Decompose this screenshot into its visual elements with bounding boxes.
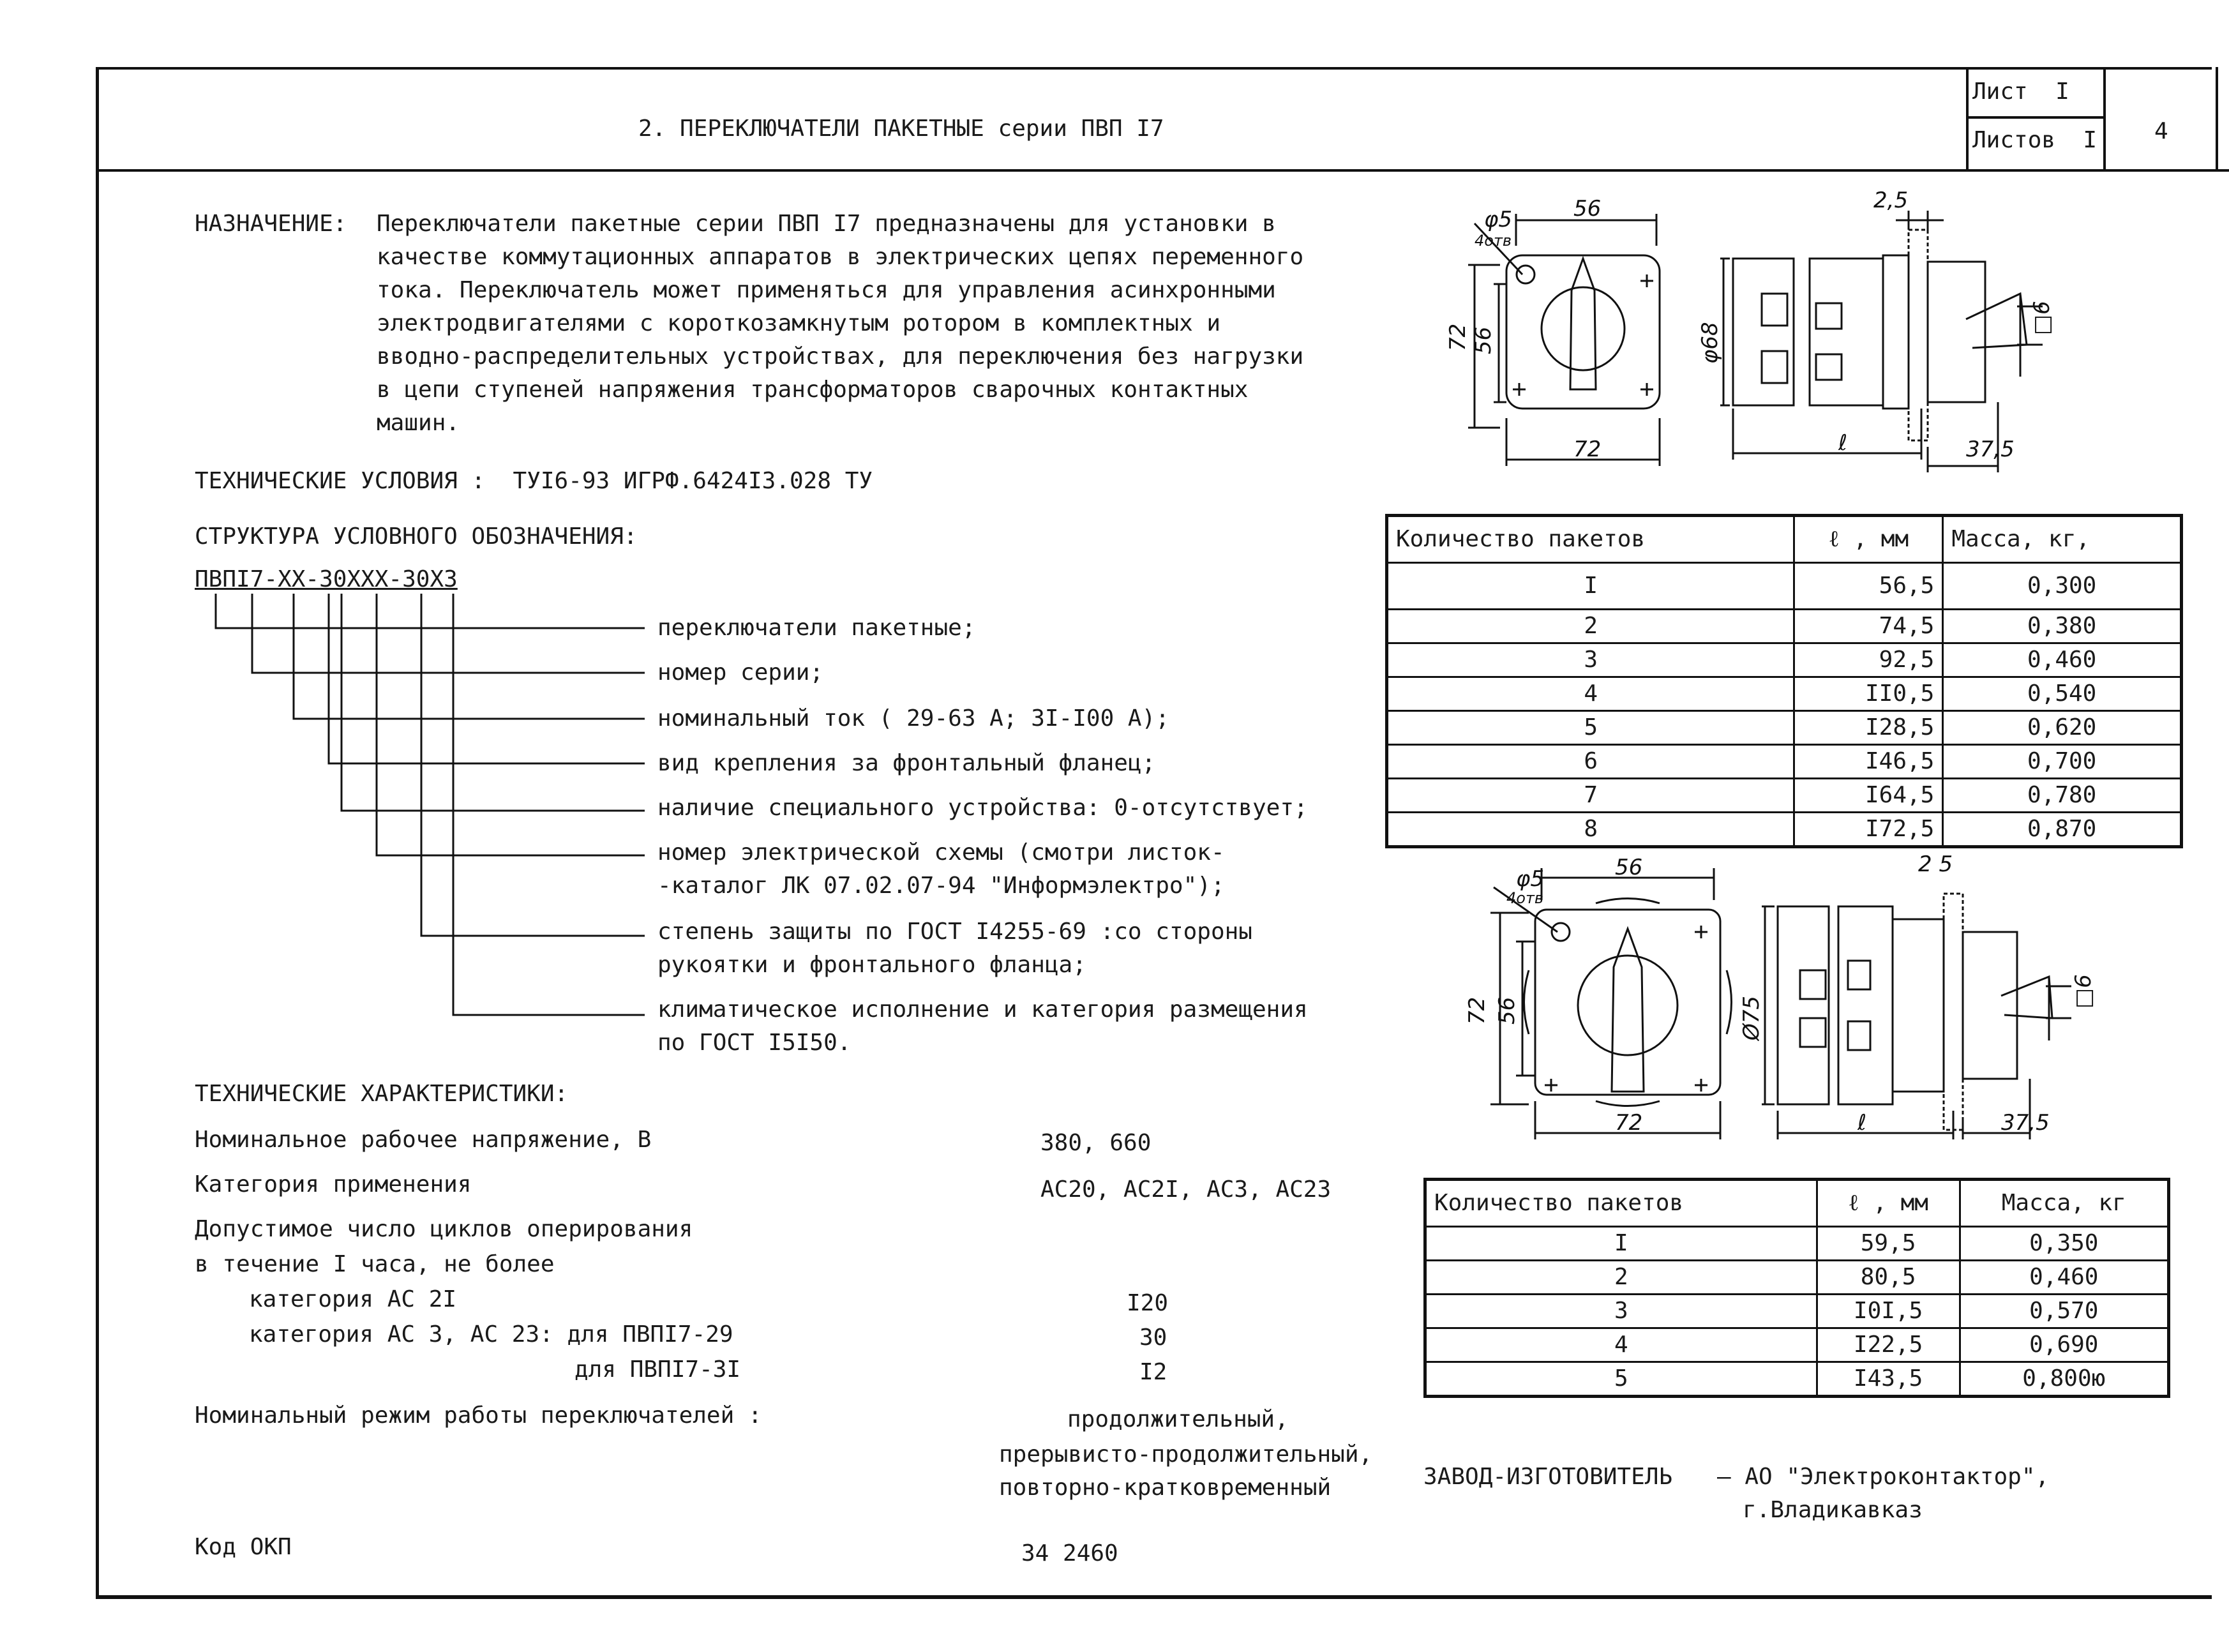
table-row	[1425, 1295, 2169, 1328]
table-cell: I28,5	[1794, 711, 1943, 745]
table-cell: 59,5	[1817, 1227, 1960, 1261]
sheet-label: Лист I	[1972, 79, 2069, 105]
char-value: I2	[1139, 1359, 1167, 1385]
char-value: 30	[1139, 1325, 1167, 1351]
table-row	[1387, 677, 2182, 711]
handle	[1612, 929, 1644, 1092]
char-name: категория АС 2I	[249, 1286, 457, 1312]
table-header: Масса, кг,	[1943, 516, 2182, 563]
char-value: 380, 660	[1040, 1130, 1152, 1156]
handle-hub	[1542, 287, 1625, 370]
char-value: повторно-кратковременный	[999, 1475, 1332, 1501]
square-6-label: □6	[2071, 974, 2096, 1009]
table-row	[1387, 643, 2182, 677]
char-name: Допустимое число циклов оперирования	[195, 1216, 693, 1242]
square-6-label: □6	[2029, 301, 2055, 335]
table-cell: 6	[1387, 745, 1794, 779]
char-value: прерывисто-продолжительный,	[999, 1441, 1373, 1468]
table-cell: 0,460	[1943, 643, 2182, 677]
table-cell: 92,5	[1794, 643, 1943, 677]
purpose-line: качестве коммутационных аппаратов в электрических цепях переменного	[377, 244, 1304, 270]
table-cell: I0I,5	[1817, 1295, 1960, 1328]
table-cell: 0,300	[1943, 563, 2182, 610]
header-divider	[96, 169, 2229, 172]
structure-item: наличие специального устройства: 0-отсутствует;	[657, 795, 1308, 821]
width-72-label: 72	[1615, 1110, 1643, 1136]
table-cell: 4	[1425, 1328, 1817, 1362]
structure-item: рукоятки и фронтального фланца;	[657, 952, 1086, 978]
table-header: Количество пакетов	[1425, 1180, 1817, 1227]
table-header: Количество пакетов	[1387, 516, 1794, 563]
structure-leader-lines	[191, 594, 677, 1040]
table-cell: 80,5	[1817, 1261, 1960, 1295]
holes-count-label: 4отв	[1506, 889, 1544, 907]
purpose-line: тока. Переключатель может применяться для управления асинхронными	[377, 277, 1276, 303]
width-56-label: 56	[1615, 855, 1643, 880]
mass-table-1	[1385, 514, 2183, 848]
thickness-label: 2 5	[1918, 852, 1953, 877]
table-row	[1425, 1227, 2169, 1261]
structure-item: номинальный ток ( 29-63 А; 3I-I00 А);	[657, 705, 1169, 732]
char-name: категория АС 3, АС 23: для ПВПI7-29	[249, 1321, 733, 1348]
structure-item: климатическое исполнение и категория размещения	[657, 996, 1308, 1023]
width-375-label: 37,5	[2001, 1110, 2050, 1136]
structure-items	[657, 612, 1308, 1056]
designation-code: ПВПI7-ХХ-30ХХХ-30Х3	[195, 566, 458, 592]
char-name: Категория применения	[195, 1171, 472, 1198]
manufacturer-name: – АО "Электроконтактор",	[1717, 1464, 2050, 1490]
table-cell: 0,460	[1960, 1261, 2168, 1295]
table-row	[1387, 563, 2182, 610]
length-l-label: ℓ	[1857, 1110, 1867, 1136]
purpose-line: машин.	[377, 410, 460, 436]
char-name: в течение I часа, не более	[195, 1251, 555, 1277]
purpose-line: электродвигателями с короткозамкнутым ротором в комплектных и	[377, 310, 1221, 336]
table-cell: I46,5	[1794, 745, 1943, 779]
structure-item: по ГОСТ I5I50.	[657, 1030, 852, 1056]
table-header: ℓ , мм	[1817, 1180, 1960, 1227]
table-cell: 7	[1387, 779, 1794, 813]
table-cell: 3	[1387, 643, 1794, 677]
char-value: I20	[1127, 1290, 1169, 1316]
manufacturer-label: ЗАВОД-ИЗГОТОВИТЕЛЬ	[1423, 1464, 1673, 1490]
table-cell: 2	[1425, 1261, 1817, 1295]
page-title: 2. ПЕРЕКЛЮЧАТЕЛИ ПАКЕТНЫЕ серии ПВП I7	[638, 116, 1164, 142]
char-name: Номинальный режим работы переключателей :	[195, 1402, 762, 1429]
table-cell: 2	[1387, 610, 1794, 643]
height-72-label: 72	[1445, 323, 1471, 351]
front-plate	[1506, 255, 1660, 409]
switch-drawing-1	[1404, 185, 2068, 498]
table-row	[1425, 1328, 2169, 1362]
width-56-label: 56	[1573, 196, 1602, 222]
table-cell: 0,780	[1943, 779, 2182, 813]
table-cell: 0,570	[1960, 1295, 2168, 1328]
table-cell: 0,700	[1943, 745, 2182, 779]
purpose-line: в цепи ступеней напряжения трансформаторов сварочных контактных	[377, 377, 1249, 403]
structure-item: номер серии;	[657, 659, 824, 686]
table-row	[1387, 813, 2182, 847]
table-cell: I	[1387, 563, 1794, 610]
char-name: для ПВПI7-3I	[574, 1356, 741, 1383]
table-cell: 0,690	[1960, 1328, 2168, 1362]
hole-diameter-label: φ5	[1484, 207, 1513, 232]
table-cell: 0,350	[1960, 1227, 2168, 1261]
characteristics-label: ТЕХНИЧЕСКИЕ ХАРАКТЕРИСТИКИ:	[195, 1081, 569, 1107]
length-l-label: ℓ	[1838, 430, 1848, 456]
table-cell: 5	[1387, 711, 1794, 745]
table-cell: 0,800ю	[1960, 1362, 2168, 1397]
structure-item: -каталог ЛК 07.02.07-94 "Информэлектро");	[657, 873, 1225, 899]
diameter-75-label: Ø75	[1739, 995, 1764, 1040]
handle-hub	[1578, 956, 1677, 1055]
thickness-label: 2,5	[1873, 188, 1909, 213]
purpose-line: вводно-распределительных устройствах, для переключения без нагрузки	[377, 343, 1304, 370]
table-cell: 8	[1387, 813, 1794, 847]
table-row	[1387, 745, 2182, 779]
table-cell: 74,5	[1794, 610, 1943, 643]
structure-label: СТРУКТУРА УСЛОВНОГО ОБОЗНАЧЕНИЯ:	[195, 523, 638, 550]
height-72-label: 72	[1464, 996, 1490, 1025]
table-cell: 3	[1425, 1295, 1817, 1328]
table-cell: I	[1425, 1227, 1817, 1261]
table-cell: 0,540	[1943, 677, 2182, 711]
char-value: продолжительный,	[1067, 1406, 1289, 1432]
okp-value: 34 2460	[1021, 1540, 1118, 1566]
okp-label: Код ОКП	[195, 1534, 292, 1560]
purpose-label: НАЗНАЧЕНИЕ:	[195, 211, 347, 237]
structure-item: номер электрической схемы (смотри листок-	[657, 839, 1225, 866]
height-56-label: 56	[1494, 996, 1520, 1025]
mass-table-2	[1423, 1178, 2170, 1398]
tech-conditions: ТЕХНИЧЕСКИЕ УСЛОВИЯ : ТУI6-93 ИГРФ.6424I3.028 ТУ	[195, 468, 873, 494]
table-row	[1387, 779, 2182, 813]
page-number: 4	[2154, 118, 2168, 144]
table-cell: 5	[1425, 1362, 1817, 1397]
table-row	[1425, 1362, 2169, 1397]
manufacturer-city: г.Владикавказ	[1743, 1497, 1923, 1523]
table-row	[1387, 711, 2182, 745]
char-name: Номинальное рабочее напряжение, В	[195, 1127, 652, 1153]
table-cell: I64,5	[1794, 779, 1943, 813]
table-header: Масса, кг	[1960, 1180, 2168, 1227]
purpose-text	[377, 207, 1303, 440]
char-value: АС20, АС2I, АС3, АС23	[1040, 1176, 1332, 1203]
purpose-line: Переключатели пакетные серии ПВП I7 предназначены для установки в	[377, 211, 1276, 237]
table-header: ℓ , мм	[1794, 516, 1943, 563]
table-cell: I72,5	[1794, 813, 1943, 847]
height-56-label: 56	[1471, 326, 1496, 354]
width-375-label: 37,5	[1966, 437, 2015, 462]
table-cell: II0,5	[1794, 677, 1943, 711]
table-cell: I43,5	[1817, 1362, 1960, 1397]
sheet-box-divider	[1966, 116, 2103, 119]
width-72-label: 72	[1573, 437, 1602, 462]
table-row	[1425, 1261, 2169, 1295]
table-cell: 0,870	[1943, 813, 2182, 847]
holes-count-label: 4отв	[1475, 232, 1512, 250]
table-cell: 0,620	[1943, 711, 2182, 745]
hole-diameter-label: φ5	[1516, 866, 1545, 892]
table-cell: I22,5	[1817, 1328, 1960, 1362]
table-cell: 4	[1387, 677, 1794, 711]
table-cell: 56,5	[1794, 563, 1943, 610]
structure-item: вид крепления за фронтальный фланец;	[657, 750, 1156, 776]
switch-drawing-2	[1404, 849, 2106, 1168]
structure-item: переключатели пакетные;	[657, 615, 976, 641]
front-plate	[1535, 910, 1720, 1095]
structure-item: степень защиты по ГОСТ I4255-69 :со стороны	[657, 919, 1252, 945]
sheets-label: Листов I	[1972, 127, 2098, 153]
diameter-68-label: φ68	[1697, 322, 1723, 364]
table-cell: 0,380	[1943, 610, 2182, 643]
table-row	[1387, 610, 2182, 643]
